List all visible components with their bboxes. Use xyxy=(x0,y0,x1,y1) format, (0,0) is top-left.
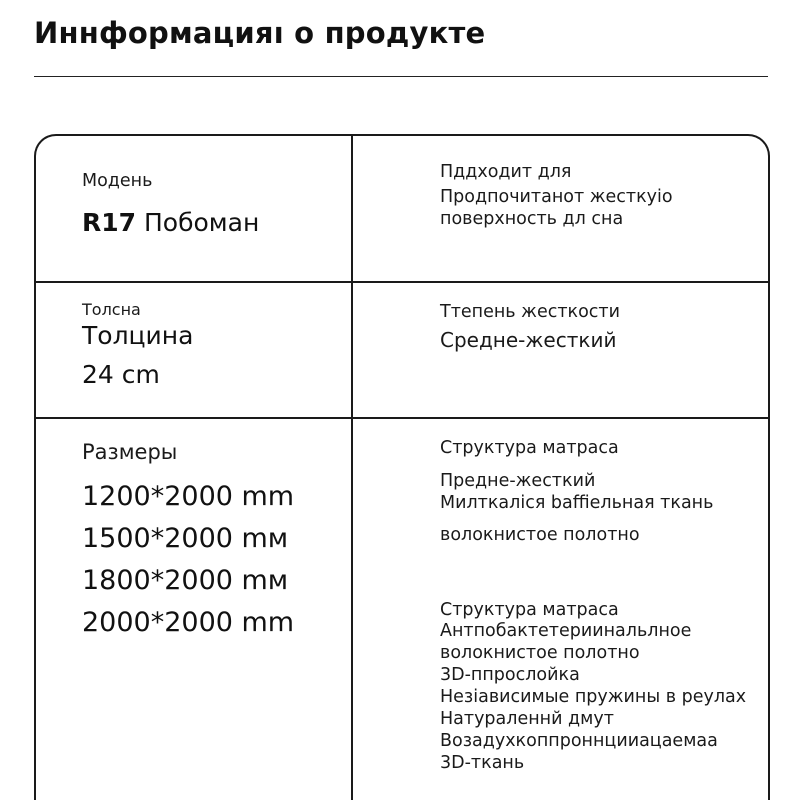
model-cell xyxy=(82,171,259,237)
model-value xyxy=(82,208,259,237)
thickness-label: Толсна xyxy=(82,300,141,319)
structure-line: Возадухкоппроннцииацаемаа xyxy=(440,731,718,751)
sizes-cell xyxy=(82,440,294,644)
size-item: 1200*2000 mm xyxy=(82,481,295,512)
structure-extra: волокнистое полотно xyxy=(440,525,640,545)
sizes-list xyxy=(82,476,294,644)
table-row-divider-1 xyxy=(36,281,768,283)
suitable-line: Продпочитанот жесткуіо xyxy=(440,187,673,207)
firmness-label: Ттепень жесткости xyxy=(440,302,620,322)
structure-title-2: Структура матраса xyxy=(440,600,619,620)
structure-line: 3D-ткань xyxy=(440,753,525,773)
model-code: R17 xyxy=(82,208,137,237)
structure-line: Милткаліся baffiельная ткань xyxy=(440,493,714,513)
structure-line: 3D-ппрослойка xyxy=(440,665,580,685)
structure-cell xyxy=(440,438,746,774)
title-divider xyxy=(34,76,768,77)
model-name: Побоман xyxy=(144,208,260,237)
thickness-value: 24 cm xyxy=(82,360,160,389)
suitable-label: Пддходит для xyxy=(440,162,572,182)
firmness-value: Средне-жесткий xyxy=(440,328,617,352)
structure-block-1 xyxy=(440,470,746,514)
sizes-label: Размеры xyxy=(82,440,178,464)
structure-line: Антпобактетериинальлное xyxy=(440,621,692,641)
page-title: Иннформацияı о продукте xyxy=(34,16,486,50)
model-label: Модень xyxy=(82,171,153,191)
thickness-cell xyxy=(82,300,193,389)
suitable-lines xyxy=(440,186,673,230)
structure-line: Предне-жесткий xyxy=(440,471,596,491)
structure-line: волокнистое полотно xyxy=(440,643,640,663)
suitable-cell xyxy=(440,162,673,230)
suitable-line: поверхность дл сна xyxy=(440,209,624,229)
thickness-subtitle: Толцина xyxy=(82,321,194,350)
spec-table xyxy=(34,134,770,800)
table-row-divider-2 xyxy=(36,417,768,419)
structure-title-1: Структура матраса xyxy=(440,438,619,458)
size-item: 1500*2000 mм xyxy=(82,523,289,554)
structure-line: Незiависимые пружины в реулах xyxy=(440,687,747,707)
structure-block-2 xyxy=(440,620,746,774)
size-item: 2000*2000 mm xyxy=(82,607,295,638)
structure-line: Натураленнй дмут xyxy=(440,709,614,729)
firmness-cell xyxy=(440,302,620,352)
size-item: 1800*2000 mм xyxy=(82,565,289,596)
table-column-divider xyxy=(351,136,353,800)
